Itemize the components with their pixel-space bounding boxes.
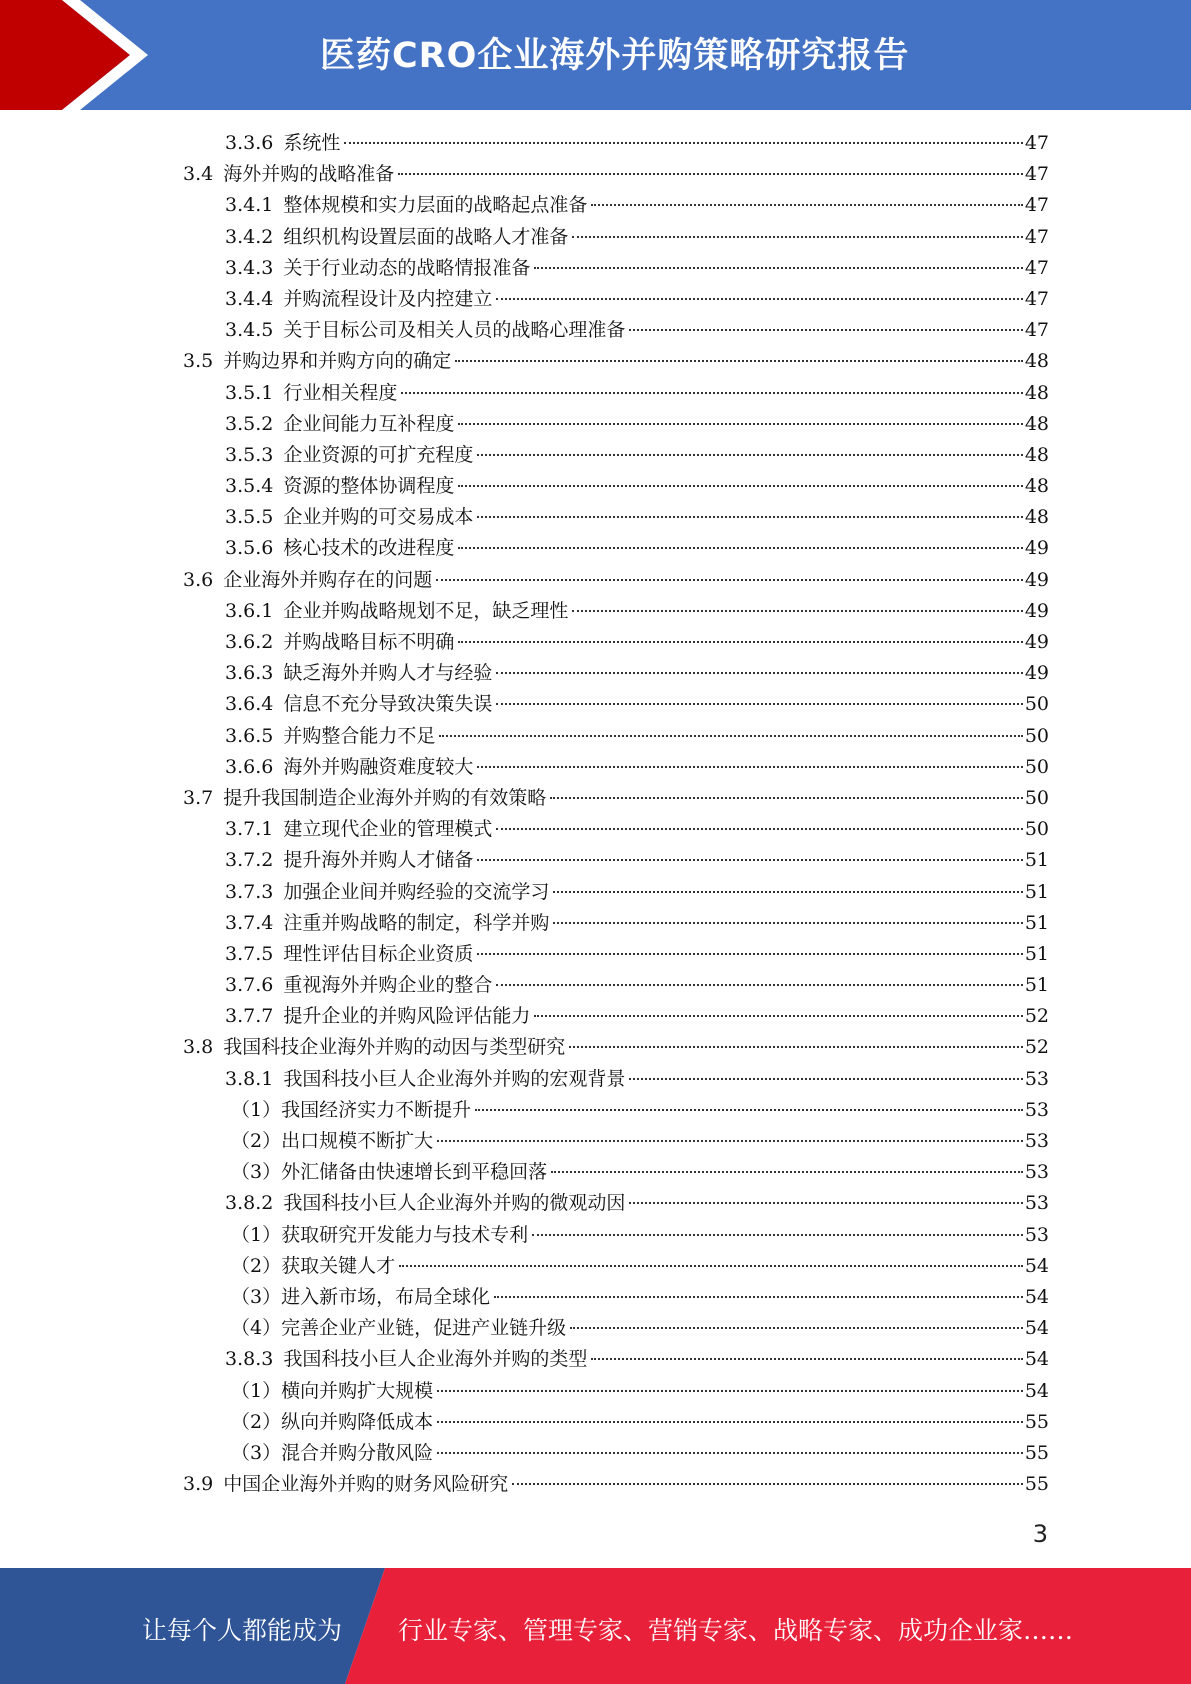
toc-dot-leader: [494, 1296, 1023, 1298]
toc-entry-title: 整体规模和实力层面的战略起点准备: [283, 194, 588, 217]
toc-dot-leader: [458, 641, 1022, 643]
toc-entry-title: 外汇储备由快速增长到平稳回落: [281, 1161, 548, 1184]
toc-entry-number: 3.4.4: [225, 287, 274, 310]
toc-entry-page: 50: [1024, 755, 1049, 778]
toc-dot-leader: [629, 329, 1022, 331]
toc-dot-leader: [496, 298, 1022, 300]
toc-entry-page: 49: [1024, 537, 1049, 560]
toc-entry-page: 48: [1024, 412, 1049, 435]
toc-entry-title: 横向并购扩大规模: [281, 1379, 434, 1402]
toc-entry-number: （3）: [231, 1285, 282, 1308]
toc-entry-number: （4）: [231, 1317, 282, 1340]
toc-entry-page: 51: [1024, 880, 1049, 903]
toc-entry-page: 47: [1024, 319, 1049, 342]
toc-entry-number: 3.5.5: [225, 506, 274, 529]
toc-entry[interactable]: [183, 1095, 1049, 1126]
toc-entry-page: 51: [1024, 849, 1049, 872]
toc-entry-title: 获取研究开发能力与技术专利: [281, 1223, 529, 1246]
toc-dot-leader: [475, 1109, 1023, 1111]
toc-entry-number: 3.3.6: [225, 132, 274, 154]
toc-entry-page: 49: [1024, 599, 1049, 622]
toc-entry-page: 53: [1024, 1098, 1049, 1121]
toc-dot-leader: [496, 828, 1022, 830]
toc-entry[interactable]: [183, 190, 1049, 221]
toc-entry-title: 纵向并购降低成本: [281, 1410, 434, 1433]
toc-entry[interactable]: [183, 315, 1049, 346]
toc-dot-leader: [401, 392, 1022, 394]
toc-entry-title: 组织机构设置层面的战略人才准备: [283, 225, 569, 248]
toc-entry[interactable]: [183, 1344, 1049, 1375]
toc-entry-title: 并购边界和并购方向的确定: [223, 350, 452, 373]
toc-entry-title: 资源的整体协调程度: [283, 475, 455, 498]
toc-dot-leader: [553, 922, 1022, 924]
toc-entry-title: 我国经济实力不断提升: [281, 1098, 472, 1121]
toc-entry[interactable]: [183, 1313, 1049, 1344]
toc-entry-title: 我国科技小巨人企业海外并购的类型: [283, 1348, 588, 1371]
toc-entry-page: 53: [1024, 1067, 1049, 1090]
toc-entry-number: 3.7.1: [225, 818, 274, 841]
toc-entry-number: 3.5.1: [225, 381, 274, 404]
toc-entry-number: 3.5: [183, 350, 214, 373]
toc-dot-leader: [399, 1265, 1023, 1267]
toc-dot-leader: [458, 547, 1022, 549]
toc-entry-page: 51: [1024, 974, 1049, 997]
toc-entry-number: （1）: [231, 1098, 282, 1121]
toc-entry-title: 混合并购分散风险: [281, 1441, 434, 1464]
toc-entry-title: 企业并购的可交易成本: [283, 506, 474, 529]
toc-entry-number: 3.8: [183, 1036, 214, 1059]
toc-entry[interactable]: [183, 159, 1049, 190]
toc-entry-page: 54: [1024, 1348, 1049, 1371]
header-arrow-graphic: [0, 0, 160, 110]
toc-entry-page: 50: [1024, 693, 1049, 716]
toc-entry[interactable]: [183, 658, 1049, 689]
toc-entry[interactable]: [183, 1126, 1049, 1157]
toc-entry[interactable]: [183, 721, 1049, 752]
toc-entry-title: 关于行业动态的战略情报准备: [283, 256, 531, 279]
toc-entry-title: 提升我国制造企业海外并购的有效策略: [223, 786, 547, 809]
toc-dot-leader: [551, 1171, 1023, 1173]
toc-dot-leader: [591, 204, 1022, 206]
toc-entry-title: 中国企业海外并购的财务风险研究: [223, 1473, 509, 1496]
toc-entry-number: 3.6.4: [225, 693, 274, 716]
footer-slogan-right: 行业专家、管理专家、营销专家、战略专家、成功企业家……: [398, 1616, 1074, 1645]
toc-entry-number: 3.5.6: [225, 537, 274, 560]
toc-dot-leader: [572, 236, 1022, 238]
toc-entry-page: 48: [1024, 443, 1049, 466]
toc-dot-leader: [436, 579, 1023, 581]
toc-entry-page: 53: [1024, 1192, 1049, 1215]
toc-entry-title: 建立现代企业的管理模式: [283, 818, 493, 841]
toc-entry-page: 53: [1024, 1161, 1049, 1184]
toc-dot-leader: [496, 703, 1022, 705]
toc-entry-number: 3.7.6: [225, 974, 274, 997]
toc-dot-leader: [437, 1452, 1023, 1454]
toc-entry-page: 48: [1024, 381, 1049, 404]
toc-entry-number: 3.6: [183, 568, 214, 591]
toc-entry-number: 3.7.3: [225, 880, 274, 903]
page-number: 3: [1032, 1520, 1048, 1548]
toc-entry-page: 50: [1024, 786, 1049, 809]
toc-entry-page: 55: [1024, 1441, 1049, 1464]
toc-entry-title: 并购战略目标不明确: [283, 631, 455, 653]
toc-entry-page: 47: [1024, 163, 1049, 186]
toc-dot-leader: [569, 1046, 1023, 1048]
toc-entry-number: （2）: [231, 1410, 282, 1433]
toc-entry[interactable]: [183, 440, 1049, 471]
header-title: 医药CRO企业海外并购策略研究报告: [320, 36, 910, 76]
toc-dot-leader: [570, 1327, 1023, 1329]
page-header: [0, 0, 1191, 110]
toc-entry-title: 并购流程设计及内控建立: [283, 287, 493, 310]
toc-entry-number: 3.6.3: [225, 662, 274, 685]
toc-entry-page: 55: [1024, 1410, 1049, 1433]
toc-entry[interactable]: [183, 1220, 1049, 1251]
toc-entry-page: 47: [1024, 194, 1049, 217]
toc-entry-page: 48: [1024, 475, 1049, 498]
toc-entry[interactable]: [183, 939, 1049, 970]
toc-entry-page: 49: [1024, 631, 1049, 653]
toc-entry[interactable]: [183, 1157, 1049, 1188]
toc-entry-page: 55: [1024, 1473, 1049, 1496]
toc-entry[interactable]: [183, 1469, 1049, 1500]
toc-entry[interactable]: [183, 596, 1049, 627]
toc-entry-title: 并购整合能力不足: [283, 724, 436, 747]
toc-entry-page: 47: [1024, 256, 1049, 279]
toc-entry[interactable]: [183, 1251, 1049, 1282]
toc-entry-number: 3.6.1: [225, 599, 274, 622]
toc-entry-title: 关于目标公司及相关人员的战略心理准备: [283, 319, 626, 342]
toc-entry-title: 注重并购战略的制定，科学并购: [283, 911, 550, 934]
toc-entry[interactable]: [183, 1001, 1049, 1032]
toc-entry-number: 3.6.2: [225, 631, 274, 653]
toc-dot-leader: [477, 516, 1022, 518]
toc-entry-title: 行业相关程度: [283, 381, 398, 404]
toc-entry-page: 54: [1024, 1254, 1049, 1277]
toc-entry-page: 50: [1024, 818, 1049, 841]
toc-entry-title: 核心技术的改进程度: [283, 537, 455, 560]
toc-entry[interactable]: [183, 1064, 1049, 1095]
toc-entry-number: 3.4.1: [225, 194, 274, 217]
toc-dot-leader: [572, 610, 1022, 612]
toc-entry-number: （1）: [231, 1223, 282, 1246]
toc-entry-number: 3.4.2: [225, 225, 274, 248]
toc-entry-title: 提升海外并购人才储备: [283, 849, 474, 872]
toc-dot-leader: [458, 485, 1022, 487]
toc-entry-number: 3.7: [183, 786, 214, 809]
toc-dot-leader: [437, 1421, 1023, 1423]
toc-entry-page: 49: [1024, 568, 1049, 591]
toc-entry-title: 进入新市场，布局全球化: [281, 1285, 491, 1308]
toc-entry-number: 3.7.7: [225, 1005, 274, 1028]
toc-entry-page: 51: [1024, 942, 1049, 965]
toc-entry-number: 3.6.6: [225, 755, 274, 778]
table-of-contents: [183, 128, 1049, 1500]
toc-entry-number: 3.5.2: [225, 412, 274, 435]
toc-entry[interactable]: [183, 1376, 1049, 1407]
toc-entry[interactable]: [183, 471, 1049, 502]
toc-entry[interactable]: [183, 1188, 1049, 1219]
toc-dot-leader: [496, 672, 1022, 674]
toc-dot-leader: [439, 735, 1022, 737]
toc-entry[interactable]: [183, 1438, 1049, 1469]
toc-entry-number: 3.5.4: [225, 475, 274, 498]
toc-entry[interactable]: [183, 253, 1049, 284]
toc-entry[interactable]: [183, 409, 1049, 440]
toc-entry-title: 我国科技小巨人企业海外并购的微观动因: [283, 1192, 626, 1215]
toc-entry-title: 海外并购的战略准备: [223, 163, 395, 186]
toc-dot-leader: [550, 797, 1023, 799]
toc-entry-title: 我国科技企业海外并购的动因与类型研究: [223, 1036, 566, 1059]
toc-dot-leader: [344, 142, 1022, 144]
toc-entry[interactable]: [183, 1282, 1049, 1313]
toc-entry[interactable]: [183, 222, 1049, 253]
toc-entry-page: 47: [1024, 287, 1049, 310]
toc-entry-page: 49: [1024, 662, 1049, 685]
toc-entry-title: 重视海外并购企业的整合: [283, 974, 493, 997]
toc-dot-leader: [398, 173, 1023, 175]
toc-entry-page: 53: [1024, 1130, 1049, 1152]
toc-entry[interactable]: [183, 689, 1049, 720]
toc-entry-title: 出口规模不断扩大: [281, 1130, 434, 1152]
toc-entry-number: （3）: [231, 1441, 282, 1464]
toc-entry[interactable]: [183, 970, 1049, 1001]
toc-entry-number: （2）: [231, 1130, 282, 1152]
toc-entry-number: 3.6.5: [225, 724, 274, 747]
toc-entry-page: 48: [1024, 350, 1049, 373]
footer-slogan-left: 让每个人都能成为: [142, 1616, 343, 1645]
toc-entry-number: 3.8.2: [225, 1192, 274, 1215]
toc-entry-number: 3.5.3: [225, 443, 274, 466]
toc-entry-title: 海外并购融资难度较大: [283, 755, 474, 778]
toc-dot-leader: [496, 984, 1022, 986]
toc-entry[interactable]: [183, 346, 1049, 377]
toc-dot-leader: [437, 1390, 1023, 1392]
toc-entry[interactable]: [183, 1407, 1049, 1438]
toc-dot-leader: [534, 267, 1022, 269]
toc-dot-leader: [477, 766, 1022, 768]
toc-dot-leader: [477, 953, 1022, 955]
toc-entry[interactable]: [183, 845, 1049, 876]
toc-entry-number: 3.7.2: [225, 849, 274, 872]
toc-dot-leader: [534, 1015, 1022, 1017]
toc-entry-title: 提升企业的并购风险评估能力: [283, 1005, 531, 1028]
toc-entry[interactable]: [183, 1032, 1049, 1063]
toc-entry-title: 企业海外并购存在的问题: [223, 568, 433, 591]
toc-entry-page: 52: [1024, 1036, 1049, 1059]
toc-dot-leader: [629, 1202, 1022, 1204]
page-footer: [0, 1568, 1191, 1684]
toc-entry-number: 3.9: [183, 1473, 214, 1496]
toc-entry-number: 3.7.5: [225, 942, 274, 965]
toc-entry-page: 54: [1024, 1317, 1049, 1340]
toc-dot-leader: [512, 1483, 1023, 1485]
toc-entry[interactable]: [183, 814, 1049, 845]
toc-dot-leader: [458, 423, 1022, 425]
toc-entry[interactable]: [183, 284, 1049, 315]
toc-entry-number: （1）: [231, 1379, 282, 1402]
toc-entry-number: （2）: [231, 1254, 282, 1277]
toc-dot-leader: [553, 891, 1022, 893]
toc-entry-title: 企业间能力互补程度: [283, 412, 455, 435]
toc-entry[interactable]: [183, 533, 1049, 564]
toc-entry-number: （3）: [231, 1161, 282, 1184]
toc-dot-leader: [629, 1078, 1022, 1080]
toc-entry-title: 加强企业间并购经验的交流学习: [283, 880, 550, 903]
toc-entry-title: 获取关键人才: [281, 1254, 396, 1277]
toc-entry-number: 3.4.5: [225, 319, 274, 342]
toc-dot-leader: [591, 1358, 1022, 1360]
toc-entry[interactable]: [183, 627, 1049, 658]
toc-entry[interactable]: [183, 502, 1049, 533]
toc-entry-page: 47: [1024, 225, 1049, 248]
toc-entry-number: 3.8.3: [225, 1348, 274, 1371]
toc-dot-leader: [532, 1234, 1023, 1236]
toc-entry-page: 51: [1024, 911, 1049, 934]
toc-entry-number: 3.4.3: [225, 256, 274, 279]
toc-entry[interactable]: [183, 378, 1049, 409]
toc-entry-title: 完善企业产业链，促进产业链升级: [281, 1317, 567, 1340]
toc-entry-page: 54: [1024, 1285, 1049, 1308]
toc-dot-leader: [437, 1140, 1023, 1142]
toc-entry-title: 缺乏海外并购人才与经验: [283, 662, 493, 685]
toc-entry[interactable]: [183, 908, 1049, 939]
toc-entry[interactable]: [183, 877, 1049, 908]
toc-entry[interactable]: [183, 128, 1049, 159]
toc-entry-title: 信息不充分导致决策失误: [283, 693, 493, 716]
toc-entry-title: 我国科技小巨人企业海外并购的宏观背景: [283, 1067, 626, 1090]
toc-entry-number: 3.4: [183, 163, 214, 186]
toc-entry-title: 企业并购战略规划不足，缺乏理性: [283, 599, 569, 622]
toc-entry-title: 企业资源的可扩充程度: [283, 443, 474, 466]
toc-entry-page: 53: [1024, 1223, 1049, 1246]
toc-entry-title: 系统性: [283, 132, 341, 154]
toc-entry-title: 理性评估目标企业资质: [283, 942, 474, 965]
toc-entry-page: 48: [1024, 506, 1049, 529]
toc-entry-page: 47: [1024, 132, 1049, 154]
toc-entry-number: 3.7.4: [225, 911, 274, 934]
toc-entry-number: 3.8.1: [225, 1067, 274, 1090]
toc-entry[interactable]: [183, 783, 1049, 814]
toc-dot-leader: [455, 360, 1023, 362]
toc-entry-page: 52: [1024, 1005, 1049, 1028]
toc-entry-page: 54: [1024, 1379, 1049, 1402]
toc-dot-leader: [477, 859, 1022, 861]
toc-entry[interactable]: [183, 565, 1049, 596]
toc-entry-page: 50: [1024, 724, 1049, 747]
toc-entry[interactable]: [183, 752, 1049, 783]
toc-dot-leader: [477, 454, 1022, 456]
